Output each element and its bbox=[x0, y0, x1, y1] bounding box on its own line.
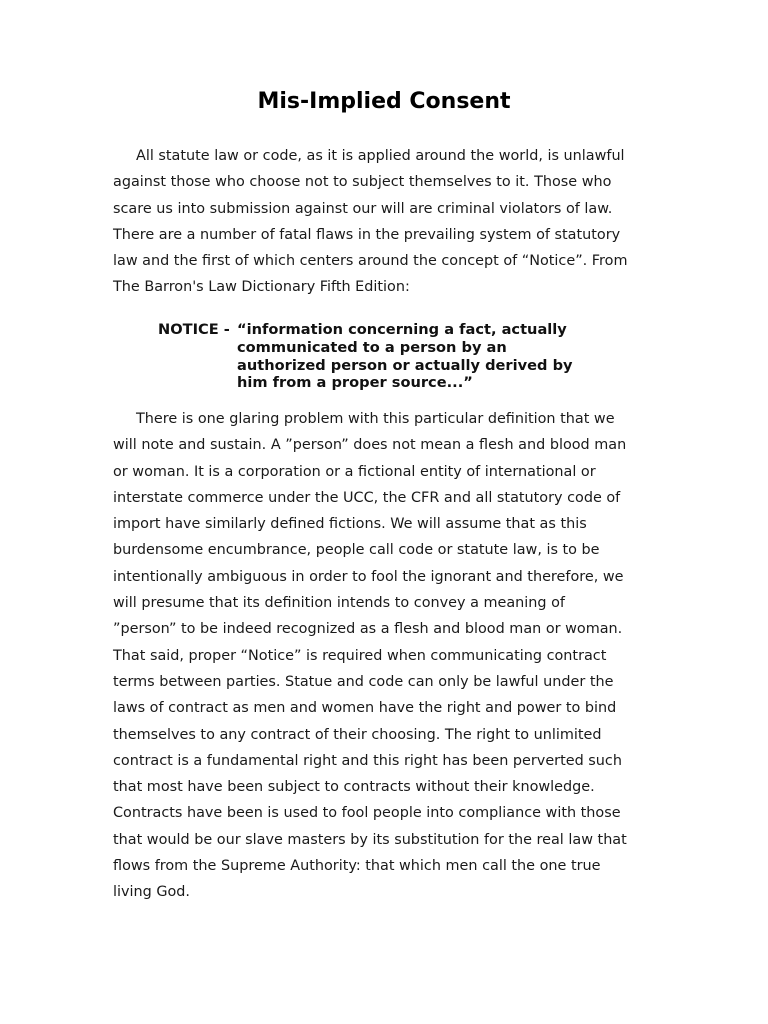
paragraph-intro bbox=[113, 143, 658, 301]
paragraph-line: that would be our slave masters by its substitution for the real law that bbox=[113, 831, 627, 848]
paragraph-line: scare us into submission against our will are criminal violators of law. bbox=[113, 200, 613, 217]
definition-term: NOTICE - bbox=[158, 321, 230, 338]
definition-line: communicated to a person by an bbox=[237, 338, 507, 356]
paragraph-line: contract is a fundamental right and this right has been perverted such bbox=[113, 752, 622, 769]
paragraph-line: import have similarly defined fictions. We will assume that as this bbox=[113, 516, 587, 533]
paragraph-line: will presume that its definition intends to convey a meaning of bbox=[113, 595, 565, 612]
paragraph-line: ”person” to be indeed recognized as a flesh and blood man or woman. bbox=[113, 621, 623, 638]
paragraph-body bbox=[113, 406, 658, 906]
paragraph-line: law and the first of which centers around the concept of “Notice”. From bbox=[113, 253, 628, 270]
paragraph-line: themselves to any contract of their choosing. The right to unlimited bbox=[113, 726, 602, 743]
paragraph-line: living God. bbox=[113, 884, 191, 901]
paragraph-line: All statute law or code, as it is applied around the world, is unlawful bbox=[136, 148, 625, 164]
paragraph-line: or woman. It is a corporation or a fictional entity of international or bbox=[113, 463, 596, 480]
paragraph-line: terms between parties. Statue and code can only be lawful under the bbox=[113, 673, 614, 690]
paragraph-line: will note and sustain. A ”person” does not mean a flesh and blood man bbox=[113, 437, 627, 454]
definition-text bbox=[237, 321, 637, 392]
paragraph-line: burdensome encumbrance, people call code or statute law, is to be bbox=[113, 542, 600, 559]
paragraph-line: against those who choose not to subject themselves to it. Those who bbox=[113, 174, 612, 191]
paragraph-line: That said, proper “Notice” is required when communicating contract bbox=[113, 647, 607, 664]
paragraph-line: Contracts have been is used to fool people into compliance with those bbox=[113, 805, 621, 822]
paragraph-line: There is one glaring problem with this particular definition that we bbox=[136, 411, 615, 427]
paragraph-line: intentionally ambiguous in order to fool the ignorant and therefore, we bbox=[113, 568, 624, 585]
paragraph-line: interstate commerce under the UCC, the CFR and all statutory code of bbox=[113, 489, 621, 506]
paragraph-line: The Barron's Law Dictionary Fifth Edition: bbox=[113, 279, 410, 296]
definition-line: “information concerning a fact, actually bbox=[237, 321, 567, 338]
paragraph-line: flows from the Supreme Authority: that which men call the one true bbox=[113, 858, 601, 875]
document-title: Mis-Implied Consent bbox=[257, 89, 511, 114]
paragraph-line: laws of contract as men and women have the right and power to bind bbox=[113, 700, 617, 717]
definition-line: him from a proper source...” bbox=[237, 374, 473, 392]
definition-line: authorized person or actually derived by bbox=[237, 356, 573, 374]
paragraph-line: There are a number of fatal flaws in the prevailing system of statutory bbox=[113, 226, 621, 243]
paragraph-line: that most have been subject to contracts without their knowledge. bbox=[113, 779, 595, 796]
